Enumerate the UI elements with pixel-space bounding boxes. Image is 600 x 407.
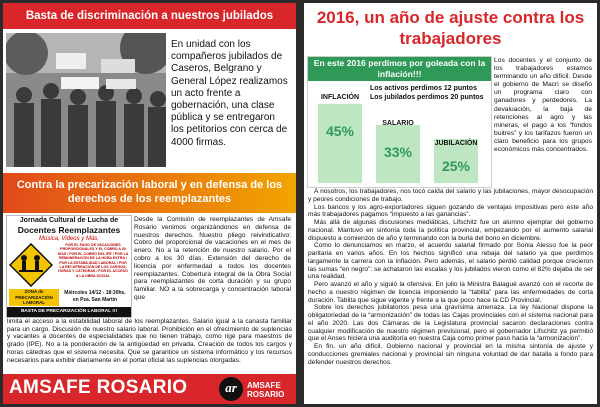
protest-photo-image — [6, 33, 166, 167]
poster-place: en Pza. San Martín — [72, 297, 118, 303]
chart-plot — [308, 57, 491, 187]
body-text — [308, 188, 593, 366]
left-page — [3, 3, 296, 404]
body-paragraph: En fin, un año difícil. Gobierno nacional y provincial en la misma sintonía de ajuste y conducciones gremiales nacional y provincial sin ninguna voluntad de dar batalla a fondo para defender nuestros derechos. — [308, 343, 593, 366]
chart-annotation-activos: Los activos perdimos 12 puntos — [370, 85, 477, 92]
side-text: Los docentes y el conjunto de los trabajadores estamos terminando un año difícil. Desde el gobierno de Macri se diseñó un programa claro con ganadores y perdedores. La devaluación, la baja de retenciones al agro y las mineras, el pago a los “fondos buitres” y los tarifazos fueron un claro beneficio para los grupos económicos más concentrados. — [494, 57, 592, 154]
body-paragraph: A nosotros, los trabajadores, nos tocó caída del salario y las jubilaciones, mayor desocupación y peores condiciones de trabajo. — [308, 188, 593, 203]
chart-value-label: 25% — [441, 158, 471, 174]
poster-date: Miércoles 14/12 - 18:30hs. — [64, 290, 126, 296]
logo-caption-2: ROSARIO — [247, 390, 285, 399]
reemplazantes-right-text: Desde la Comisión de reemplazantes de Amsafe Rosario venimos organizándonos en defensa de nuestros derechos. Nuestro pliego reivindicativo: Cobro del proporcional de vacaciones en el mes de enero. No a la retención de nuestro salario. Por el cobro a los 30 días. Extensión del derecho de licencia por enfermedad a todos los docentes reemplazantes. Cobertura integral de la Obra Social para reemplazantes de corta duración y su grupo familiar. NO a la sobrecarga y concentración laboral que — [134, 216, 291, 301]
jubilados-header: Basta de discriminación a nuestros jubilados — [3, 3, 296, 29]
chart-bar — [318, 104, 362, 183]
poster-sign-icon — [9, 243, 53, 287]
poster-title-2: Docentes Reemplazantes — [17, 225, 121, 235]
right-page — [304, 3, 597, 404]
reemplazantes-full-text: limita el acceso a la estabilidad laboral de los reemplazantes. Salario igual a la canasta familiar para un cargo. Discusión de nuestro salario laboral. Prohibición en el ofrecimiento de suplencias y vacantes a docentes de especialidades que no tienen trabajo, como rige para maestros de grado (IPE). No a la ponderación de la antigüedad en privada. Creación de todos los cargos y horas cátedras que el sistema necesita. Que se garantice un sistema informático y los recursos necesarios para exhibir diariamente en el portal oficial las suplencias otorgadas. — [7, 318, 292, 364]
poster-demands: POR EL PAGO DE VACACIONES PROPORCIONALES Y EL COBRO A 30 DÍAS / POR EL COBRO DEL IPE / POR LA REMUNERACIÓN DE LA HORA EXTRA / POR LA ESTABILIDAD LABORAL / POR LA RECUPERACIÓN DE LOS CARGOS, HORAS Y CÁTEDRAS / POR EL ACCESO A LA OBRA SOCIAL — [57, 243, 129, 278]
chart-title: En este 2016 perdimos por goleada con la inflación!!! — [308, 57, 491, 81]
poster-subtitle: Música, Videos y Más. — [39, 236, 99, 242]
body-paragraph: Más allá de algunas discusiones mediáticas, Lifschitz fue un alumno ejemplar del gobierno nacional. Mantuvo en sintonía toda la política provincial, empezando por el aumento salarial dispuesto a comienzos de año y terminando con la burla del bono en diciembre. — [308, 219, 593, 242]
footer-name: AMSAFE ROSARIO — [9, 377, 188, 398]
protest-photo — [6, 33, 166, 167]
body-paragraph: Como lo denunciamos en marzo, el acuerdo salarial firmado por Sonia Alesso fue la peor paritaria en varios años. En los hechos significó una rebaja del salario ya que perdimos largamente la carrera con la inflación. Pero además, el salario perdió calidad porque crecieron las sumas “en negro”: se achataron las escalas y los jubilados vieron como el 82% dejaba de ser una realidad. — [308, 242, 593, 281]
amsafe-logo-icon: ar — [219, 377, 243, 401]
reemplazantes-header: Contra la precarización laboral y en defensa de los derechos de los reemplazantes — [3, 173, 296, 213]
chart-annotation-jubilados: Los jubilados perdimos 20 puntos — [370, 94, 484, 101]
chart-value-label: 45% — [325, 122, 355, 139]
poster-title-1: Jornada Cultural de Lucha de — [19, 217, 119, 224]
right-title: 2016, un año de ajuste contra los trabajadores — [316, 8, 585, 48]
body-paragraph: Pero avanzó el año y siguió la ofensiva. En julio la Ministra Balagué avanzó con el recorte de hecho a nuestro régimen de licencia imponiendo la “tablita” para las enfermedades de corta duración. Tablita que sigue vigente y frente a la que poco hace la CD Provincial. — [308, 281, 593, 304]
body-paragraph: Los bancos y los agro-exportadores siguen gozando de ventajas impositivas pero este año más trabajadores pagamos “impuesto a las ganancias”. — [308, 203, 593, 219]
chart-category-label: INFLACIÓN — [320, 94, 360, 101]
chart-category-label: SALARIO — [382, 120, 414, 127]
poster-footer: BASTA DE PRECARIZACIÓN LABORAL !!! — [7, 307, 131, 317]
poster-zone: ZONA de PRECARIZACIÓN LABORAL — [9, 289, 59, 306]
logo-caption-1: AMSAFE — [247, 381, 281, 390]
body-paragraph: Sobre los derechos jubilatorios pesa una gravísima amenaza. La ley Nacional dispone la obligatoriedad de la “armonización” de todas las Cajas provinciales con el sistema nacional para el año 2020. Las dos Cámaras de la Legislatura provincial sacaron declaraciones contra cualquier modificación de nuestro régimen previsional, pero el gobernador Lifschitz ya permitió que el Anses hiciera una auditoría en nuestra Caja como primer paso hacia la “armonización”. — [308, 304, 593, 343]
jornada-poster — [6, 215, 132, 318]
jubilados-text: En unidad con los compañeros jubilados de Caseros, Belgrano y General López realizamos un acto frente a gobernación, una clase pública y se entregaron los petitorios con cerca de 4000 firmas. — [171, 39, 288, 148]
chart-value-label: 33% — [383, 143, 413, 160]
chart-category-label: JUBILACIÓN — [434, 140, 478, 147]
amsafe-footer — [3, 374, 296, 404]
inflation-chart — [307, 56, 492, 188]
